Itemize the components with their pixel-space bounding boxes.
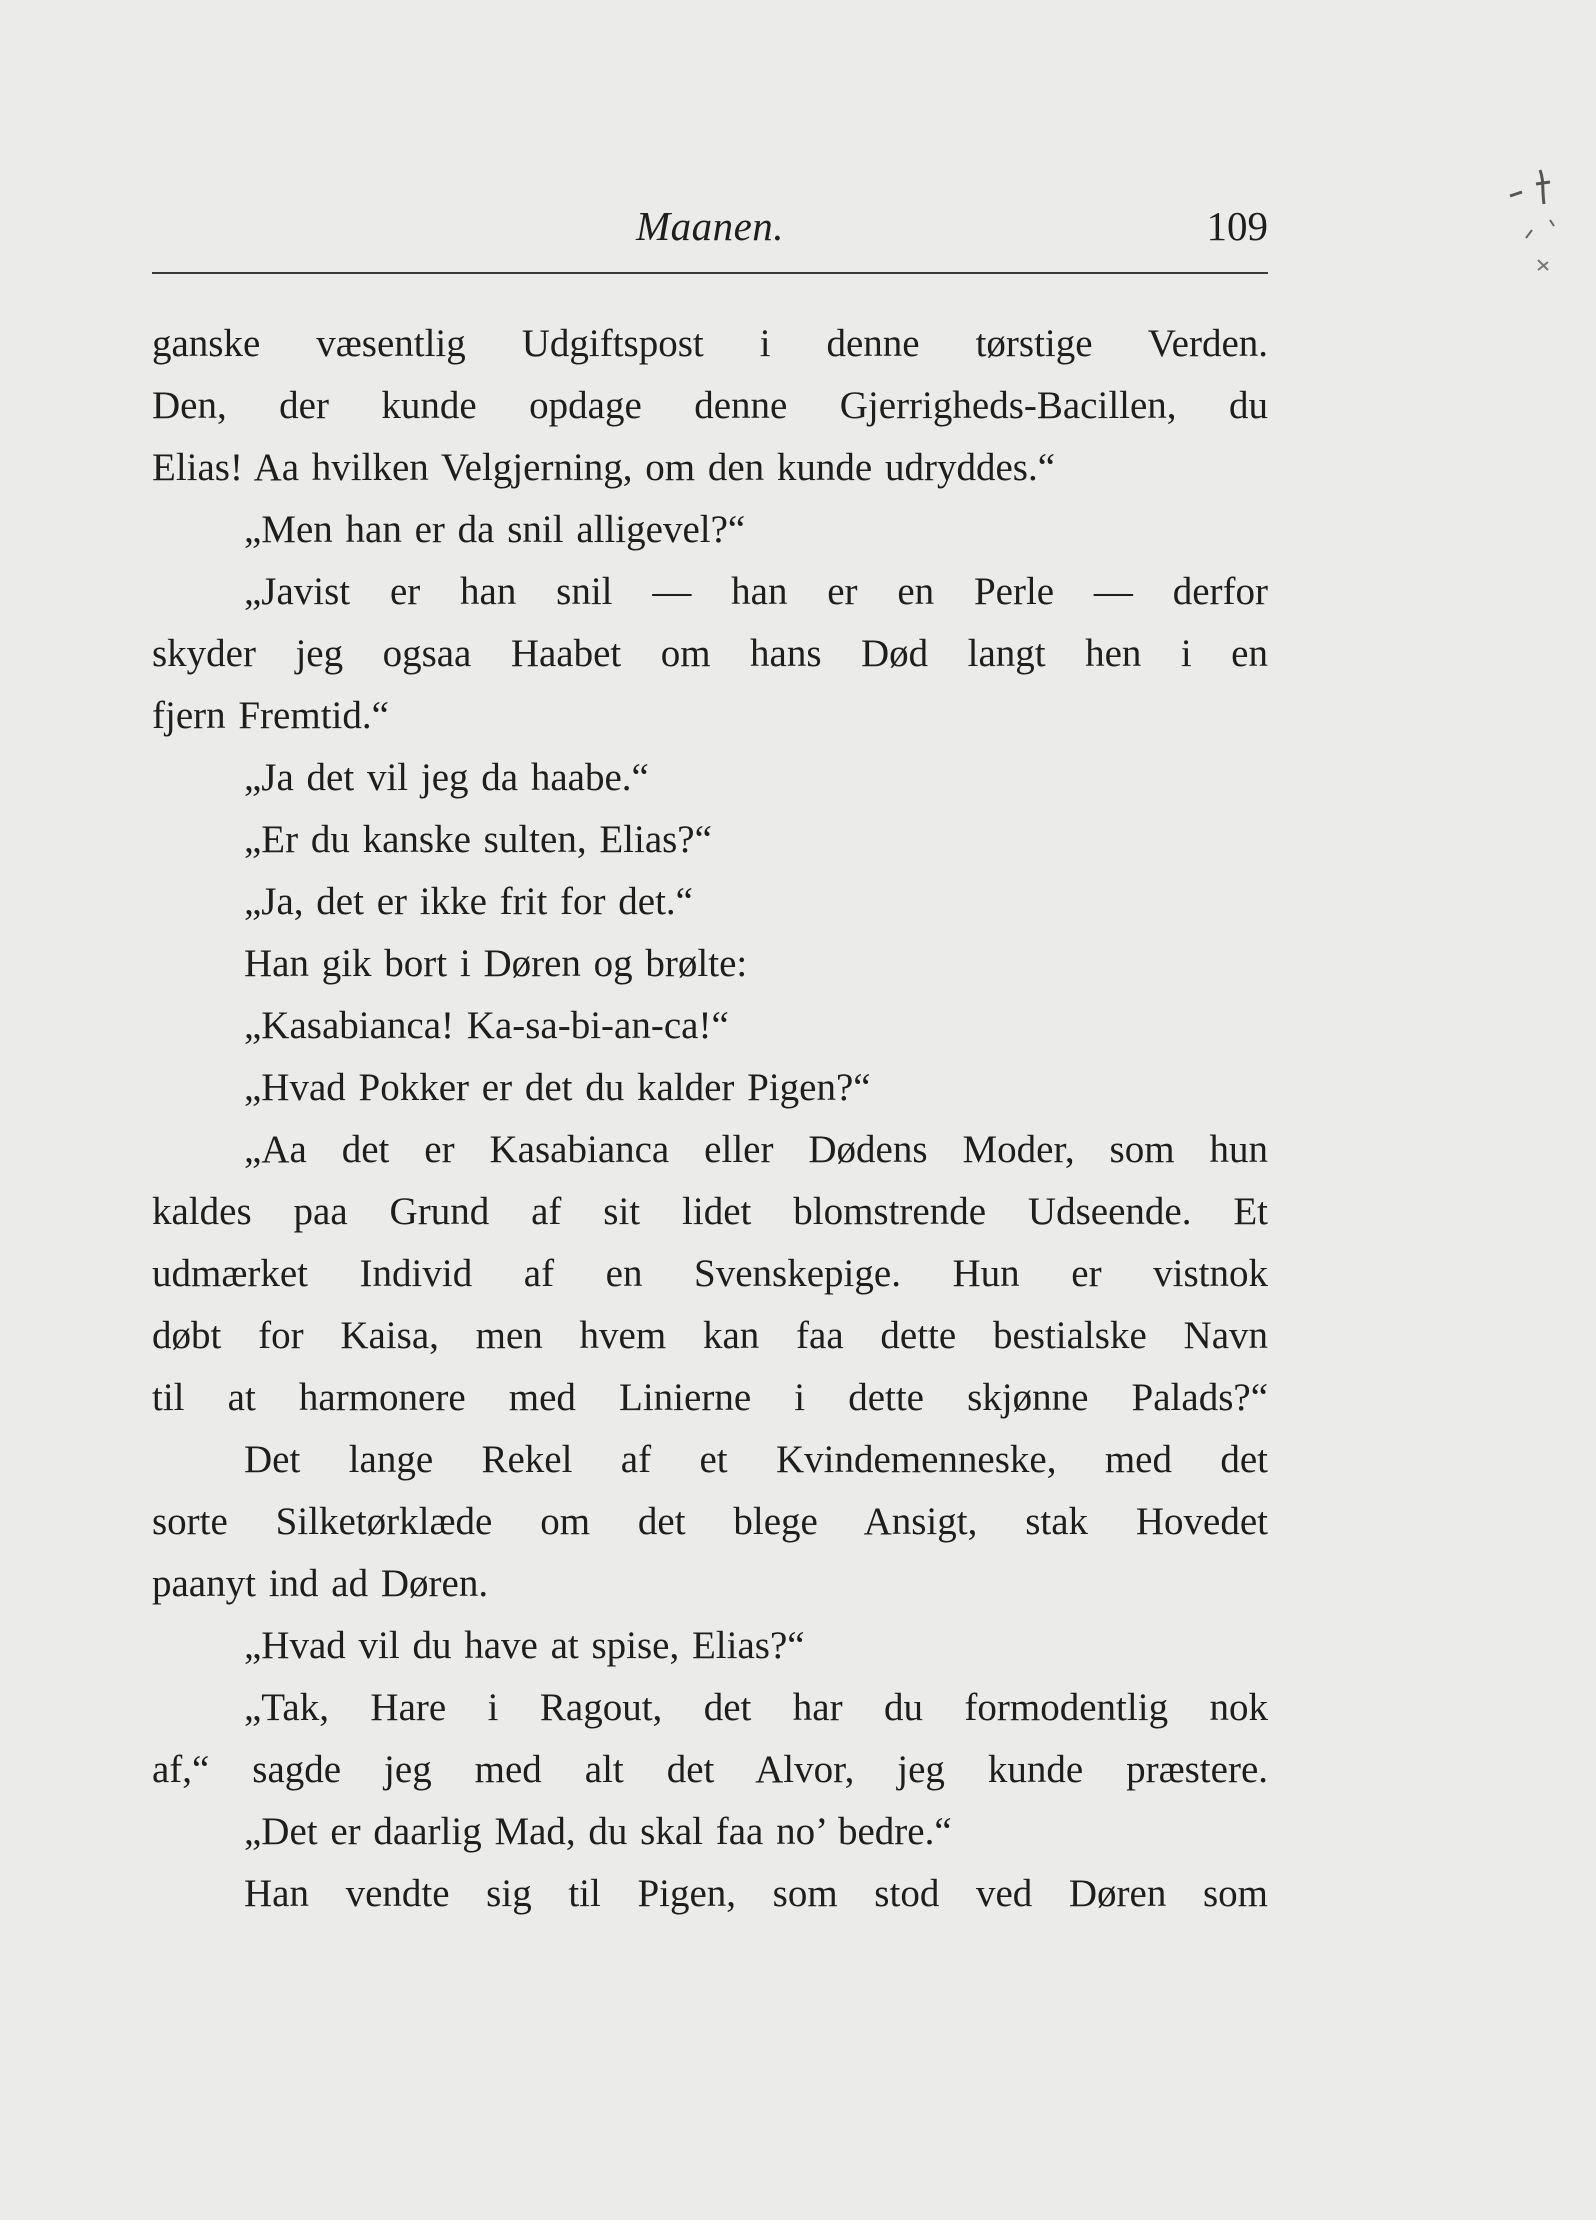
text-line: sorte Silketørklæde om det blege Ansigt, stak Hovedet	[152, 1500, 1268, 1543]
body-text	[152, 313, 1268, 1925]
text-line: af,“ sagde jeg med alt det Alvor, jeg kunde præstere.	[152, 1748, 1268, 1791]
text-line: Den, der kunde opdage denne Gjerrigheds-Bacillen, du	[152, 384, 1268, 427]
text-line: til at harmonere med Linierne i dette skjønne Palads?“	[152, 1376, 1268, 1419]
text-line: „Hvad Pokker er det du kalder Pigen?“	[244, 1066, 871, 1109]
text-line: Han vendte sig til Pigen, som stod ved Døren som	[244, 1872, 1268, 1915]
text-line: „Hvad vil du have at spise, Elias?“	[244, 1624, 805, 1667]
running-title: Maanen.	[635, 203, 785, 249]
text-line: „Tak, Hare i Ragout, det har du formodentlig nok	[244, 1686, 1268, 1729]
text-line: kaldes paa Grund af sit lidet blomstrende Udseende. Et	[152, 1190, 1268, 1233]
text-line: paanyt ind ad Døren.	[152, 1562, 489, 1605]
text-line: „Javist er han snil — han er en Perle — derfor	[244, 570, 1268, 613]
text-line: „Ja, det er ikke frit for det.“	[244, 880, 693, 923]
text-line: „Men han er da snil alligevel?“	[244, 508, 746, 551]
text-line: „Ja det vil jeg da haabe.“	[244, 756, 649, 799]
text-line: „Er du kanske sulten, Elias?“	[244, 818, 712, 861]
text-line: „Kasabianca! Ka-sa-bi-an-ca!“	[244, 1004, 729, 1047]
text-line: Han gik bort i Døren og brølte:	[244, 942, 748, 985]
text-line: Elias! Aa hvilken Velgjerning, om den kunde udryddes.“	[152, 446, 1056, 489]
text-line: ganske væsentlig Udgiftspost i denne tørstige Verden.	[152, 322, 1268, 365]
page-header	[152, 196, 1268, 260]
text-line: Det lange Rekel af et Kvindemenneske, med det	[244, 1438, 1268, 1481]
text-line: fjern Fremtid.“	[152, 694, 389, 737]
text-line: „Det er daarlig Mad, du skal faa no’ bedre.“	[244, 1810, 952, 1853]
header-rule	[152, 272, 1268, 274]
text-line: døbt for Kaisa, men hvem kan faa dette bestialske Navn	[152, 1314, 1268, 1357]
text-line: skyder jeg ogsaa Haabet om hans Død langt hen i en	[152, 632, 1268, 675]
page-number: 109	[1206, 203, 1268, 249]
margin-scribble-mark	[1500, 160, 1580, 300]
text-line: „Aa det er Kasabianca eller Dødens Moder, som hun	[244, 1128, 1268, 1171]
text-line: udmærket Individ af en Svenskepige. Hun er vistnok	[152, 1252, 1268, 1295]
